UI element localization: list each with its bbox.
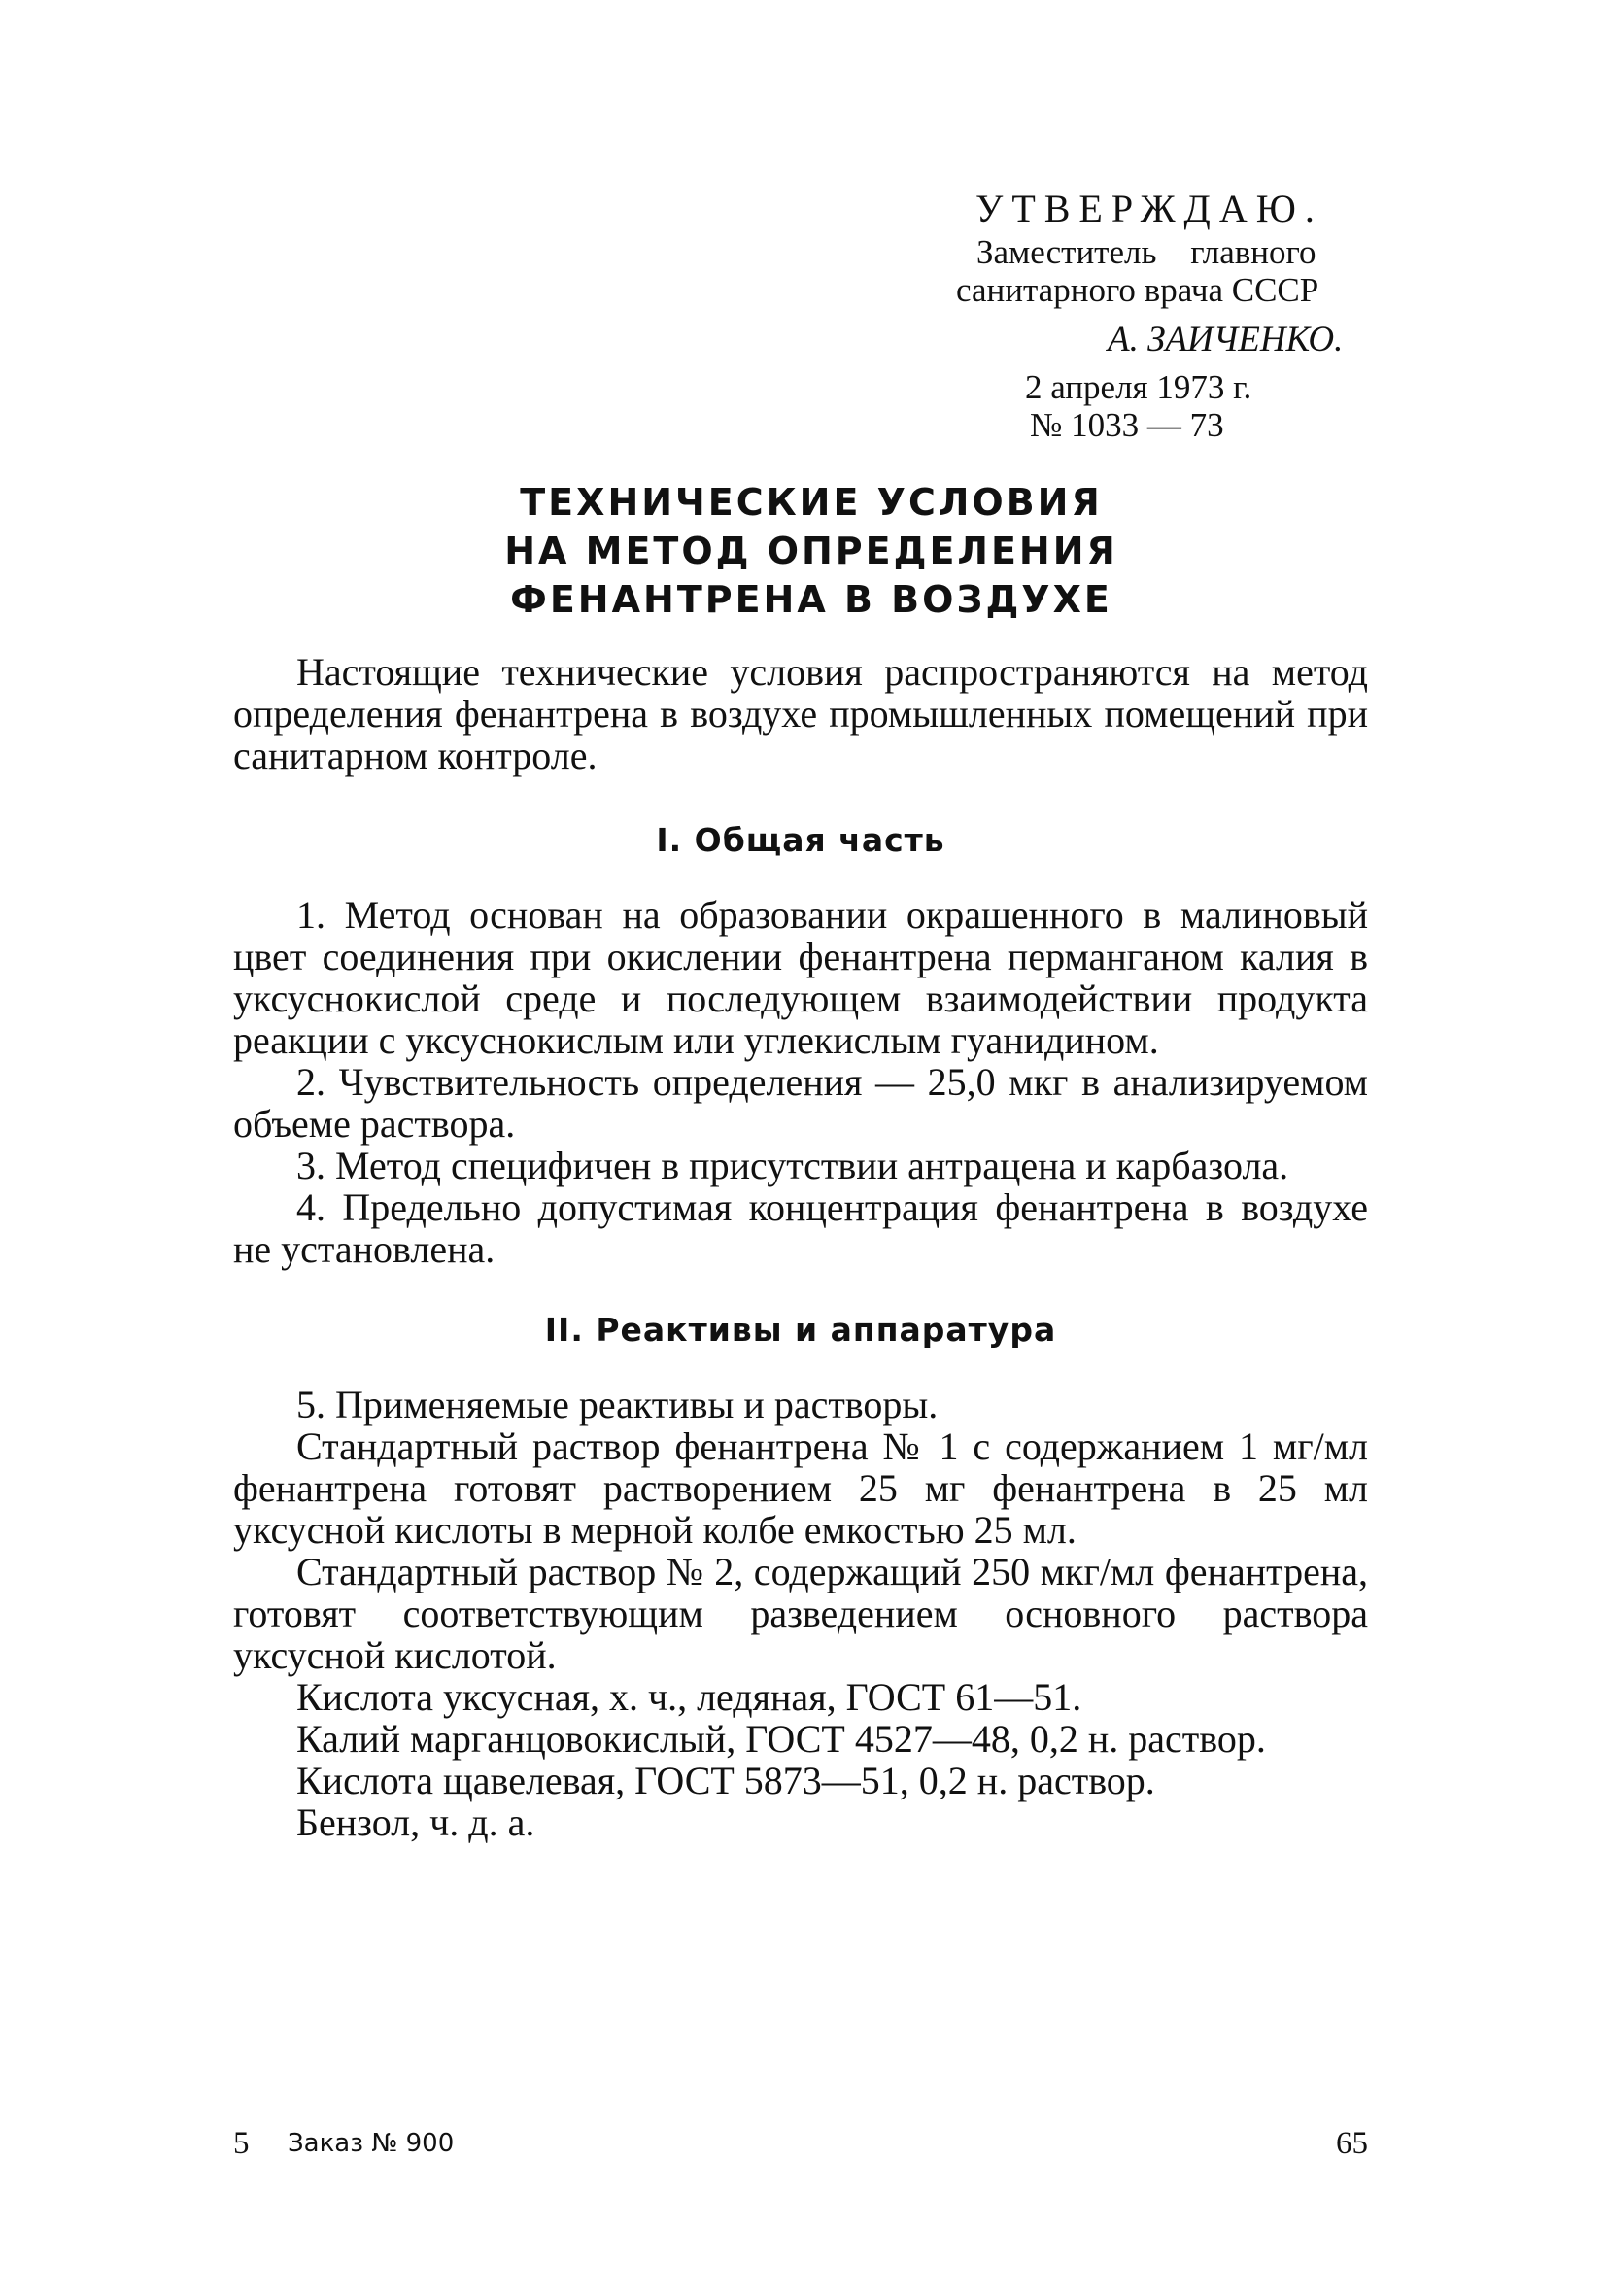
reagent-oxalic-acid: Кислота щавелевая, ГОСТ 5873—51, 0,2 н. раствор. <box>296 1759 1155 1802</box>
paragraph-1: 1. Метод основан на образовании окрашенного в малиновый цвет соединения при окислении фенантрена перманганом калия в уксуснокислой среде и последующем взаимодействии продукта реакции с уксуснокислым или углекислым гуанидином. <box>233 893 1368 1062</box>
document-title <box>233 478 1389 624</box>
reagent-acetic-acid: Кислота уксусная, х. ч., ледяная, ГОСТ 61—51. <box>296 1675 1082 1719</box>
page-number: 65 <box>1336 2126 1368 2161</box>
approval-block <box>913 189 1389 444</box>
order-number: Заказ № 900 <box>288 2129 455 2158</box>
approval-position: санитарного врача СССР <box>956 271 1319 309</box>
title-line-3: ФЕНАНТРЕНА В ВОЗДУХЕ <box>510 578 1112 621</box>
section-1-heading: I. Общая часть <box>656 821 945 859</box>
paragraph-4: 4. Предельно допустимая концентрация фенантрена в воздухе не установлена. <box>233 1185 1368 1271</box>
approval-number: № 1033 — 73 <box>1030 406 1224 444</box>
paragraph-5: 5. Применяемые реактивы и растворы. <box>296 1383 939 1426</box>
reagent-permanganate: Калий марганцовокислый, ГОСТ 4527—48, 0,2 н. раствор. <box>296 1717 1266 1761</box>
reagent-benzene: Бензол, ч. д. а. <box>296 1800 535 1844</box>
approval-deputy: Заместитель главного <box>976 233 1316 271</box>
standard-solution-1: Стандартный раствор фенантрена № 1 с содержанием 1 мг/мл фенантрена готовят растворением 25 мг фенантрена в 25 мл уксусной кислоты в мерной колбе емкостью 25 мл. <box>233 1424 1368 1552</box>
paragraph-2: 2. Чувствительность определения — 25,0 мкг в анализируемом объеме раствора. <box>233 1060 1368 1146</box>
intro-paragraph: Настоящие технические условия распространяются на метод определения фенантрена в воздухе промышленных помещений при санитарном контроле. <box>233 650 1368 777</box>
approval-date: 2 апреля 1973 г. <box>1025 368 1252 406</box>
sheet-number: 5 <box>233 2126 250 2161</box>
approval-signer: А. ЗАИЧЕНКО. <box>1108 320 1344 360</box>
title-line-1: ТЕХНИЧЕСКИЕ УСЛОВИЯ <box>520 481 1103 524</box>
section-2-heading: II. Реактивы и аппаратура <box>544 1311 1057 1349</box>
standard-solution-2: Стандартный раствор № 2, содержащий 250 мкг/мл фенантрена, готовят соответствующим разведением основного раствора уксусной кислотой. <box>233 1550 1368 1677</box>
approval-heading: УТВЕРЖДАЮ. <box>975 187 1323 230</box>
paragraph-3: 3. Метод специфичен в присутствии антрацена и карбазола. <box>296 1144 1289 1187</box>
document-body <box>233 651 1368 1843</box>
title-line-2: НА МЕТОД ОПРЕДЕЛЕНИЯ <box>504 530 1118 572</box>
